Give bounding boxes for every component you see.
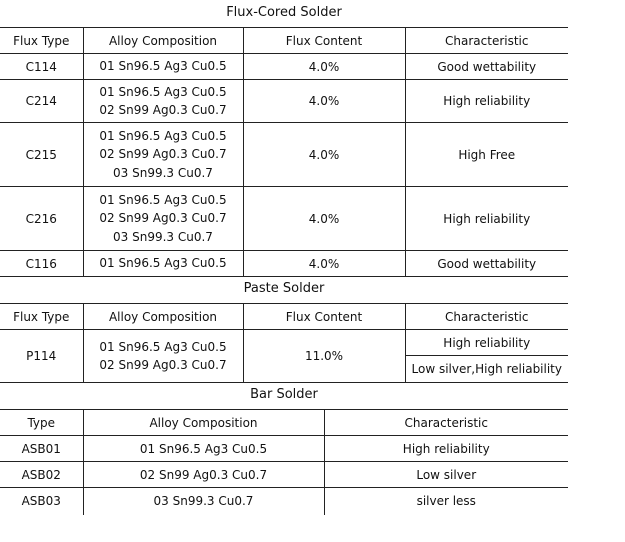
characteristic-cell: Good wettability <box>405 251 568 277</box>
flux-type-cell: C114 <box>0 54 83 80</box>
alloy-cell <box>83 251 243 277</box>
table-row <box>0 54 568 80</box>
alloy-line: 02 Sn99 Ag0.3 Cu0.7 <box>99 103 227 117</box>
flux-content-cell: 4.0% <box>243 123 405 187</box>
header-alloy-composition: Alloy Composition <box>83 304 243 330</box>
alloy-line: 02 Sn99 Ag0.3 Cu0.7 <box>99 147 227 162</box>
alloy-cell: 02 Sn99 Ag0.3 Cu0.7 <box>83 462 324 488</box>
type-cell: ASB03 <box>0 488 83 515</box>
table-row <box>0 251 568 277</box>
alloy-line: 03 Sn99.3 Cu0.7 <box>113 229 213 244</box>
flux-cored-table <box>0 27 568 277</box>
table-row <box>0 462 568 488</box>
alloy-line: 01 Sn96.5 Ag3 Cu0.5 <box>99 256 227 271</box>
table-header-row <box>0 28 568 54</box>
characteristic-cell: Good wettability <box>405 54 568 80</box>
table-row <box>0 123 568 187</box>
alloy-cell <box>83 123 243 187</box>
type-cell: ASB01 <box>0 436 83 462</box>
header-alloy-composition: Alloy Composition <box>83 410 324 436</box>
header-flux-type: Flux Type <box>0 304 83 330</box>
bar-solder-title: Bar Solder <box>250 387 318 402</box>
alloy-line: 01 Sn96.5 Ag3 Cu0.5 <box>99 339 227 354</box>
flux-content-cell: 4.0% <box>243 80 405 123</box>
characteristic-cell: High reliability <box>405 330 568 356</box>
header-type: Type <box>0 410 83 436</box>
characteristic-cell: High reliability <box>324 436 568 462</box>
table-row <box>0 330 568 356</box>
type-cell: ASB02 <box>0 462 83 488</box>
alloy-line: 01 Sn96.5 Ag3 Cu0.5 <box>99 84 227 99</box>
characteristic-cell: Low silver,High reliability <box>405 356 568 383</box>
flux-type-cell: C215 <box>0 123 83 187</box>
table-row <box>0 436 568 462</box>
characteristic-cell: Low silver <box>324 462 568 488</box>
characteristic-cell: High reliability <box>405 187 568 251</box>
bar-solder-table <box>0 409 568 515</box>
paste-solder-title: Paste Solder <box>243 281 325 296</box>
alloy-line: 03 Sn99.3 Cu0.7 <box>113 165 213 180</box>
alloy-cell: 03 Sn99.3 Cu0.7 <box>83 488 324 515</box>
header-characteristic: Characteristic <box>324 410 568 436</box>
alloy-line: 01 Sn96.5 Ag3 Cu0.5 <box>99 59 227 74</box>
flux-content-cell: 11.0% <box>243 330 405 383</box>
characteristic-cell: High reliability <box>405 80 568 123</box>
alloy-line: 02 Sn99 Ag0.3 Cu0.7 <box>99 358 227 372</box>
flux-type-cell: C214 <box>0 80 83 123</box>
header-flux-content: Flux Content <box>243 28 405 54</box>
alloy-cell <box>83 330 243 383</box>
table-row <box>0 488 568 515</box>
characteristic-cell: High Free <box>405 123 568 187</box>
flux-content-cell: 4.0% <box>243 187 405 251</box>
table-header-row <box>0 410 568 436</box>
paste-solder-table <box>0 303 568 383</box>
alloy-cell <box>83 54 243 80</box>
header-characteristic: Characteristic <box>405 304 568 330</box>
alloy-cell <box>83 80 243 123</box>
flux-content-cell: 4.0% <box>243 54 405 80</box>
characteristic-cell: silver less <box>416 494 476 509</box>
header-flux-content: Flux Content <box>243 304 405 330</box>
alloy-line: 01 Sn96.5 Ag3 Cu0.5 <box>99 128 227 143</box>
header-characteristic: Characteristic <box>405 28 568 54</box>
flux-content-cell: 4.0% <box>243 251 405 277</box>
header-flux-type: Flux Type <box>0 28 83 54</box>
alloy-line: 01 Sn96.5 Ag3 Cu0.5 <box>99 192 227 207</box>
flux-type-cell: C216 <box>0 187 83 251</box>
table-header-row <box>0 304 568 330</box>
header-alloy-composition: Alloy Composition <box>83 28 243 54</box>
alloy-line: 02 Sn99 Ag0.3 Cu0.7 <box>99 211 227 226</box>
flux-type-cell: P114 <box>0 330 83 383</box>
table-row <box>0 80 568 123</box>
alloy-cell <box>83 187 243 251</box>
table-row <box>0 187 568 251</box>
alloy-cell: 01 Sn96.5 Ag3 Cu0.5 <box>83 436 324 462</box>
flux-cored-title: Flux-Cored Solder <box>226 5 342 20</box>
flux-type-cell: C116 <box>0 251 83 277</box>
